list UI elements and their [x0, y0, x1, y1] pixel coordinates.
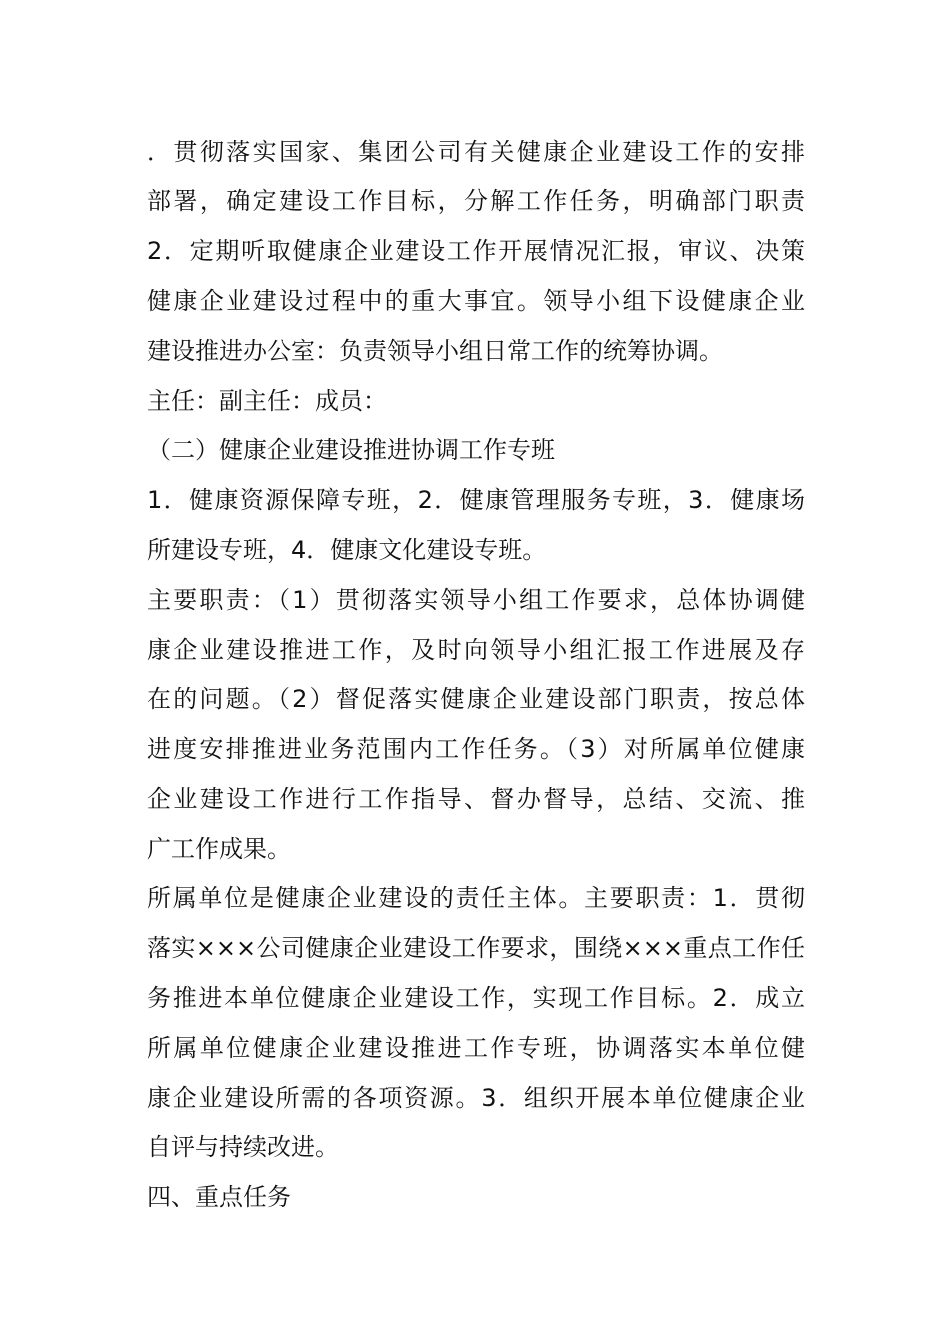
- text-line: 所属单位健康企业建设推进工作专班，协调落实本单位健: [147, 1034, 805, 1062]
- text-line: 2．定期听取健康企业建设工作开展情况汇报，审议、决策: [147, 237, 805, 265]
- text-line: 主要职责：（1）贯彻落实领导小组工作要求，总体协调健: [147, 586, 805, 614]
- text-line: 广工作成果。: [147, 835, 291, 863]
- text-line: 企业建设工作进行工作指导、督办督导，总结、交流、推: [147, 785, 805, 813]
- text-line: 部署，确定建设工作目标，分解工作任务，明确部门职责: [147, 187, 805, 215]
- text-line: 落实×××公司健康企业建设工作要求，围绕×××重点工作任: [147, 934, 805, 962]
- text-line: ．贯彻落实国家、集团公司有关健康企业建设工作的安排: [147, 138, 805, 166]
- text-line: 所属单位是健康企业建设的责任主体。主要职责：1．贯彻: [147, 884, 805, 912]
- text-line: 自评与持续改进。: [147, 1133, 339, 1161]
- text-line: 进度安排推进业务范围内工作任务。（3）对所属单位健康: [147, 735, 805, 763]
- text-line: 康企业建设所需的各项资源。3．组织开展本单位健康企业: [147, 1084, 805, 1112]
- text-line: 务推进本单位健康企业建设工作，实现工作目标。2．成立: [147, 984, 805, 1012]
- section-heading: 四、重点任务: [147, 1183, 291, 1211]
- text-line: 健康企业建设过程中的重大事宜。领导小组下设健康企业: [147, 287, 805, 315]
- text-line: 在的问题。（2）督促落实健康企业建设部门职责，按总体: [147, 685, 805, 713]
- text-line: 主任：副主任：成员：: [147, 387, 387, 415]
- text-line: 所建设专班，4．健康文化建设专班。: [147, 536, 547, 564]
- section-heading: （二）健康企业建设推进协调工作专班: [147, 436, 555, 464]
- text-line: 康企业建设推进工作，及时向领导小组汇报工作进展及存: [147, 636, 805, 664]
- text-line: 1．健康资源保障专班，2．健康管理服务专班，3．健康场: [147, 486, 805, 514]
- text-line: 建设推进办公室：负责领导小组日常工作的统筹协调。: [147, 337, 723, 365]
